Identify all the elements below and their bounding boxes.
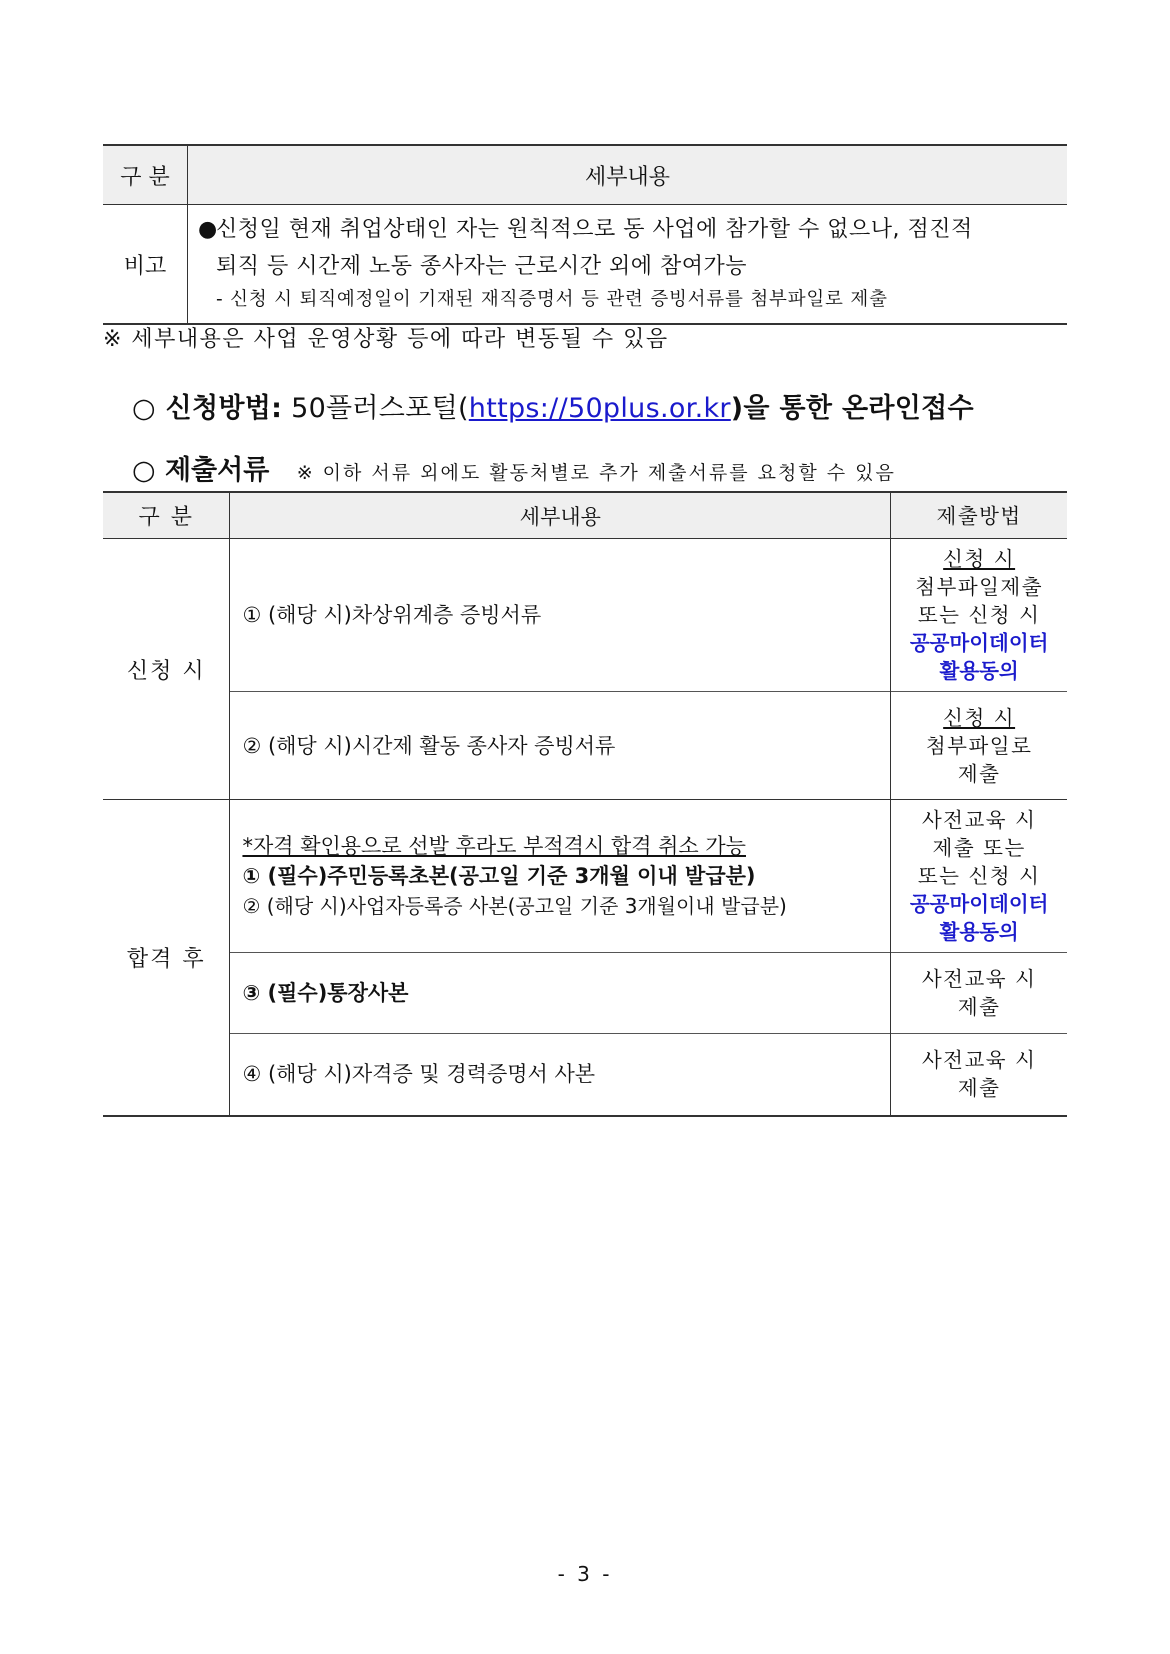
row-method: 사전교육 시 제출 또는 또는 신청 시 공공마이데이터 활용동의: [891, 800, 1067, 953]
section-label: 신청방법:: [165, 393, 283, 424]
header-category: 구 분: [103, 492, 230, 539]
row-method: 사전교육 시 제출: [891, 953, 1067, 1034]
table-row: [103, 1034, 1067, 1116]
row-details: ③ (필수)통장사본: [230, 953, 891, 1034]
header-details: 세부내용: [230, 492, 891, 539]
circle-bullet-icon: ○: [132, 393, 156, 424]
table-row: [103, 692, 1067, 800]
header-details: 세부내용: [188, 145, 1068, 205]
group-category: 합격 후: [103, 800, 230, 1116]
table-header-row: [103, 492, 1067, 539]
note-line-2: 퇴직 등 시간제 노동 종사자는 근로시간 외에 참여가능: [216, 254, 747, 279]
portal-link[interactable]: https://50plus.or.kr: [468, 393, 731, 424]
table-row: [103, 953, 1067, 1034]
table-row: [103, 539, 1067, 692]
section-label: 제출서류: [164, 455, 270, 486]
row-method: 신청 시 첨부파일제출 또는 신청 시 공공마이데이터 활용동의: [891, 539, 1067, 692]
bullet-icon: ●: [198, 217, 218, 242]
row-details: ② (해당 시)시간제 활동 종사자 증빙서류: [230, 692, 891, 800]
page-number: - 3 -: [557, 1562, 613, 1586]
disqualification-note: *자격 확인용으로 선발 후라도 부적격시 합격 취소 가능: [242, 834, 746, 858]
group-category: 신청 시: [103, 539, 230, 800]
header-category: 구 분: [103, 145, 188, 205]
section-required-documents: [132, 448, 896, 487]
section-application-method: ○ 신청방법: 50플러스포털(https://50plus.or.kr)을 통한 온라인접수: [132, 393, 974, 424]
row-category: 비고: [103, 205, 188, 325]
table-row: [103, 205, 1067, 325]
mydata-consent-text: 공공마이데이터: [909, 631, 1049, 655]
footnote: ※ 세부내용은 사업 운영상황 등에 따라 변동될 수 있음: [103, 327, 669, 352]
row-details: [188, 205, 1068, 325]
row-details: *자격 확인용으로 선발 후라도 부적격시 합격 취소 가능 ① (필수)주민등록초본(공고일 기준 3개월 이내 발급분) ② (해당 시)사업자등록증 사본(공고일 기준 3개월이내 발급분): [230, 800, 891, 953]
header-method: 제출방법: [891, 492, 1067, 539]
row-details: ④ (해당 시)자격증 및 경력증명서 사본: [230, 1034, 891, 1116]
row-method: 신청 시 첨부파일로 제출: [891, 692, 1067, 800]
circle-bullet-icon: ○: [132, 455, 156, 486]
documents-table: [103, 491, 1067, 1117]
row-method: 사전교육 시 제출: [891, 1034, 1067, 1116]
table-row: [103, 800, 1067, 953]
row-details: ① (해당 시)차상위계층 증빙서류: [230, 539, 891, 692]
remarks-table: [103, 144, 1067, 325]
section-note: ※ 이하 서류 외에도 활동처별로 추가 제출서류를 요청할 수 있음: [296, 462, 896, 484]
note-line-1: ●신청일 현재 취업상태인 자는 원칙적으로 동 사업에 참가할 수 없으나, 점진적: [198, 211, 1057, 248]
mydata-consent-text: 공공마이데이터: [909, 892, 1049, 916]
note-sub-line: - 신청 시 퇴직예정일이 기재된 재직증명서 등 관련 증빙서류를 첨부파일로 제출: [216, 289, 888, 310]
table-header-row: [103, 145, 1067, 205]
